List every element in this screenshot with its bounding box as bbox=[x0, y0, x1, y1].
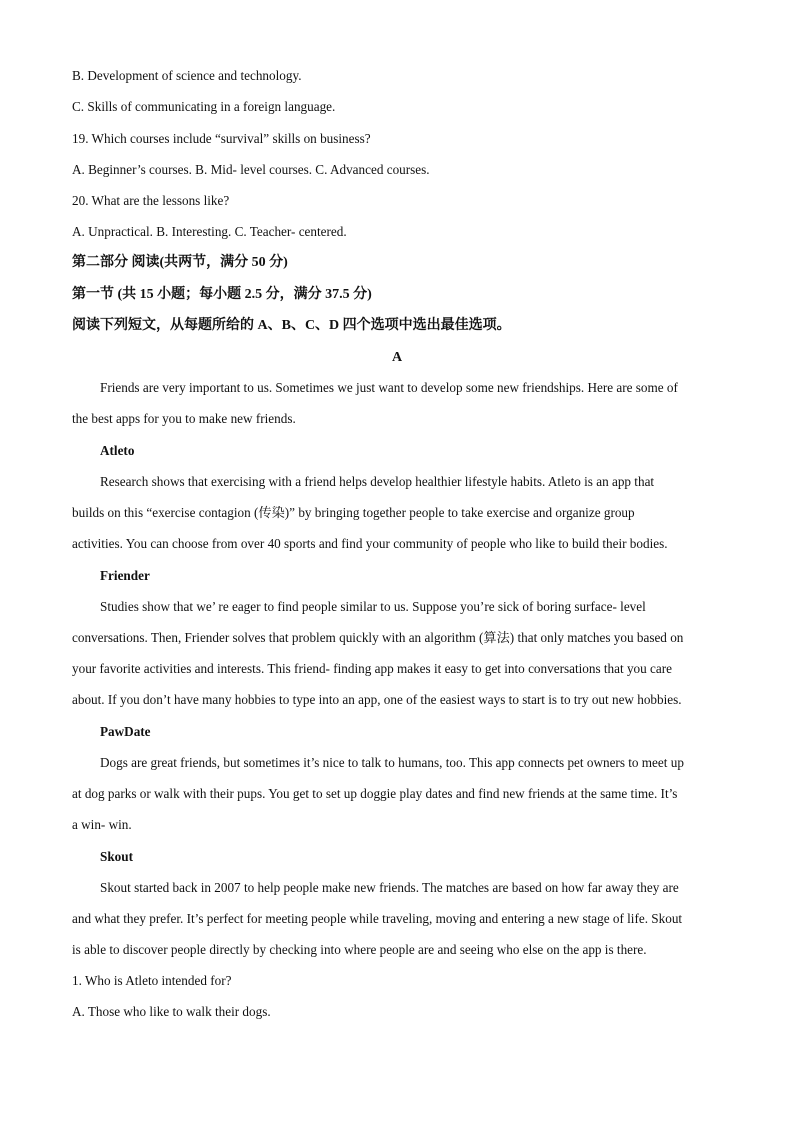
app-heading-atleto: Atleto bbox=[100, 443, 135, 458]
option-18-b: B. Development of science and technology. bbox=[72, 68, 302, 83]
friender-paragraph-line: your favorite activities and interests. This friend- finding app makes it easy to get into conversations that you care bbox=[72, 661, 672, 676]
question-19: 19. Which courses include “survival” skills on business? bbox=[72, 131, 371, 146]
intro-line: the best apps for you to make new friends. bbox=[72, 411, 296, 426]
question-1-option-a: A. Those who like to walk their dogs. bbox=[72, 1004, 271, 1019]
app-heading-skout: Skout bbox=[100, 849, 133, 864]
atleto-paragraph-line: Research shows that exercising with a friend helps develop healthier lifestyle habits. Atleto is an app that bbox=[100, 474, 655, 489]
question-1: 1. Who is Atleto intended for? bbox=[72, 973, 232, 988]
part-two-heading: 第二部分 阅读(共两节，满分 50 分) bbox=[72, 255, 288, 270]
app-heading-friender: Friender bbox=[100, 568, 150, 583]
pawdate-paragraph-line: a win- win. bbox=[72, 817, 132, 832]
question-20-options: A. Unpractical. B. Interesting. C. Teacher- centered. bbox=[72, 224, 347, 239]
skout-paragraph-line: and what they prefer. It’s perfect for meeting people while traveling, moving and entering a new stage of life. Skout bbox=[72, 911, 683, 926]
question-19-options: A. Beginner’s courses. B. Mid- level courses. C. Advanced courses. bbox=[72, 162, 430, 177]
friender-paragraph-line: conversations. Then, Friender solves that problem quickly with an algorithm (算法) that only matches you based on bbox=[72, 630, 684, 645]
friender-paragraph-line: about. If you don’t have many hobbies to type into an app, one of the easiest ways to start is to try out new hobbies. bbox=[72, 692, 682, 707]
section-one-heading: 第一节 (共 15 小题；每小题 2.5 分，满分 37.5 分) bbox=[72, 287, 372, 302]
pawdate-paragraph-line: at dog parks or walk with their pups. You get to set up doggie play dates and find new friends at the same time. It’s bbox=[72, 786, 678, 801]
skout-paragraph-line: is able to discover people directly by checking into where people are and seeing who else on the app is there. bbox=[72, 942, 647, 957]
skout-paragraph-line: Skout started back in 2007 to help people make new friends. The matches are based on how far away they are bbox=[100, 880, 679, 895]
question-20: 20. What are the lessons like? bbox=[72, 193, 230, 208]
reading-instruction: 阅读下列短文，从每题所给的 A、B、C、D 四个选项中选出最佳选项。 bbox=[72, 318, 511, 333]
pawdate-paragraph-line: Dogs are great friends, but sometimes it’s nice to talk to humans, too. This app connects pet owners to meet up bbox=[100, 755, 684, 770]
friender-paragraph-line: Studies show that we’ re eager to find people similar to us. Suppose you’re sick of boring surface- level bbox=[100, 599, 646, 614]
option-18-c: C. Skills of communicating in a foreign language. bbox=[72, 99, 336, 114]
atleto-paragraph-line: builds on this “exercise contagion (传染)” by bringing together people to take exercise and organize group bbox=[72, 505, 635, 520]
intro-line: Friends are very important to us. Sometimes we just want to develop some new friendships. Here are some of bbox=[100, 380, 678, 395]
atleto-paragraph-line: activities. You can choose from over 40 sports and find your community of people who like to build their bodies. bbox=[72, 536, 668, 551]
app-heading-pawdate: PawDate bbox=[100, 724, 151, 739]
passage-label: A bbox=[391, 350, 403, 365]
